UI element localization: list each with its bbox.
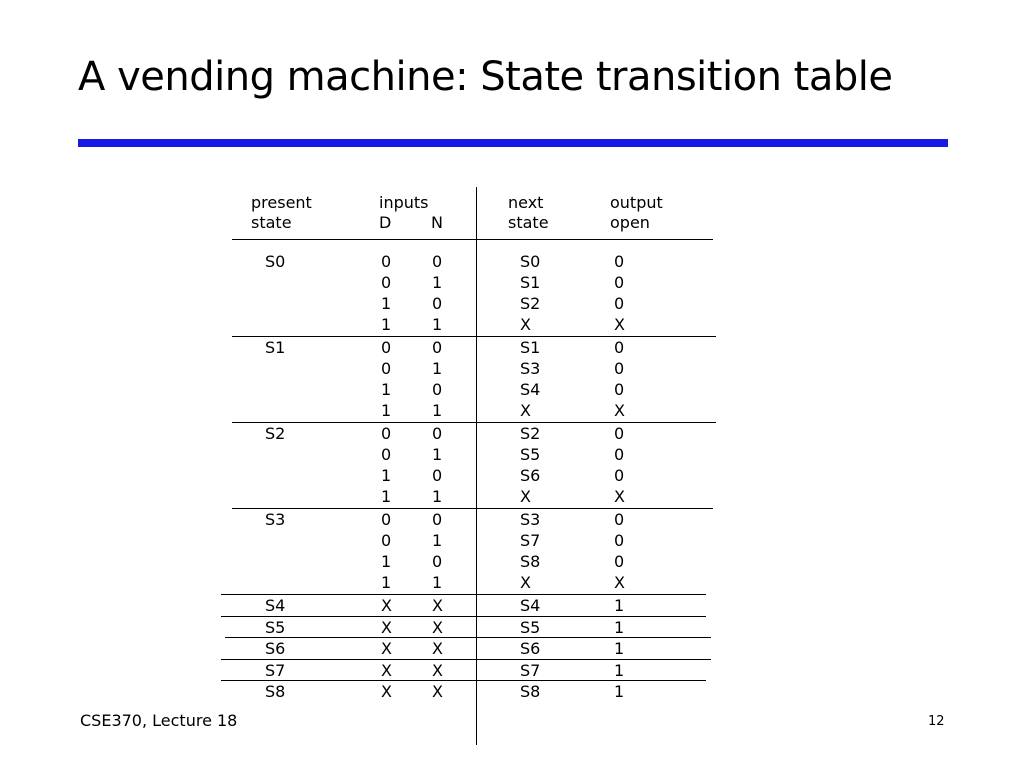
- output-open-cell: 1: [614, 660, 625, 680]
- next-state-cell: S7: [520, 660, 541, 680]
- present-state-cell: S2: [265, 424, 286, 443]
- input-d-cell: X: [381, 682, 392, 701]
- next-state-cell: S6: [520, 639, 541, 658]
- present-state-cell: S6: [265, 639, 286, 658]
- input-d-cell: X: [381, 596, 392, 615]
- input-n-cell: 1: [432, 531, 443, 550]
- output-open-cell: 0: [614, 552, 625, 571]
- page-number: 12: [928, 714, 945, 729]
- input-d-cell: 0: [381, 445, 392, 464]
- next-state-cell: S1: [520, 338, 541, 357]
- row-divider: [221, 616, 706, 617]
- header-open: open: [610, 213, 650, 232]
- output-open-cell: X: [614, 487, 625, 506]
- input-d-cell: 1: [381, 315, 392, 334]
- header-n: N: [431, 213, 443, 232]
- present-state-cell: S5: [265, 617, 286, 637]
- input-d-cell: 0: [381, 252, 392, 271]
- input-n-cell: 0: [432, 552, 443, 571]
- output-open-cell: 1: [614, 682, 625, 701]
- input-n-cell: 1: [432, 573, 443, 592]
- output-open-cell: 0: [614, 359, 625, 378]
- next-state-cell: S0: [520, 252, 541, 271]
- input-d-cell: 1: [381, 380, 392, 399]
- output-open-cell: 0: [614, 380, 625, 399]
- input-n-cell: X: [432, 660, 443, 680]
- row-divider: [232, 508, 713, 509]
- input-n-cell: 1: [432, 487, 443, 506]
- input-n-cell: 0: [432, 294, 443, 313]
- row-divider: [221, 659, 711, 660]
- output-open-cell: 0: [614, 273, 625, 292]
- row-divider: [221, 680, 706, 681]
- header-next: next: [508, 193, 544, 212]
- present-state-cell: S1: [265, 338, 286, 357]
- title-rule: [78, 139, 948, 147]
- input-n-cell: 0: [432, 510, 443, 529]
- input-n-cell: X: [432, 639, 443, 658]
- input-n-cell: X: [432, 596, 443, 615]
- header-next-state: state: [508, 213, 549, 232]
- column-divider: [476, 187, 477, 745]
- input-n-cell: 1: [432, 273, 443, 292]
- input-d-cell: 1: [381, 466, 392, 485]
- header-d: D: [379, 213, 392, 232]
- input-n-cell: 0: [432, 380, 443, 399]
- next-state-cell: S4: [520, 596, 541, 615]
- input-n-cell: 0: [432, 252, 443, 271]
- output-open-cell: 0: [614, 445, 625, 464]
- output-open-cell: 0: [614, 466, 625, 485]
- input-n-cell: X: [432, 617, 443, 637]
- output-open-cell: 0: [614, 424, 625, 443]
- input-d-cell: X: [381, 639, 392, 658]
- next-state-cell: S2: [520, 424, 541, 443]
- input-d-cell: 0: [381, 273, 392, 292]
- output-open-cell: X: [614, 401, 625, 420]
- output-open-cell: 0: [614, 510, 625, 529]
- input-d-cell: 0: [381, 359, 392, 378]
- next-state-cell: S3: [520, 510, 541, 529]
- row-divider: [232, 239, 713, 240]
- output-open-cell: 1: [614, 596, 625, 615]
- header-present: present: [251, 193, 312, 212]
- input-d-cell: 1: [381, 573, 392, 592]
- output-open-cell: 1: [614, 617, 625, 637]
- next-state-cell: X: [520, 315, 531, 334]
- input-n-cell: 1: [432, 315, 443, 334]
- next-state-cell: S7: [520, 531, 541, 550]
- input-d-cell: 1: [381, 552, 392, 571]
- next-state-cell: S3: [520, 359, 541, 378]
- header-state: state: [251, 213, 292, 232]
- present-state-cell: S0: [265, 252, 286, 271]
- output-open-cell: 1: [614, 639, 625, 658]
- input-n-cell: 1: [432, 401, 443, 420]
- next-state-cell: S5: [520, 445, 541, 464]
- output-open-cell: 0: [614, 252, 625, 271]
- next-state-cell: S2: [520, 294, 541, 313]
- present-state-cell: S8: [265, 682, 286, 701]
- row-divider: [232, 422, 716, 423]
- next-state-cell: X: [520, 401, 531, 420]
- footer-course-label: CSE370, Lecture 18: [80, 711, 238, 730]
- input-d-cell: 0: [381, 338, 392, 357]
- input-n-cell: 0: [432, 424, 443, 443]
- output-open-cell: X: [614, 315, 625, 334]
- slide-title: A vending machine: State transition table: [78, 54, 893, 100]
- row-divider: [225, 637, 711, 638]
- input-n-cell: 1: [432, 359, 443, 378]
- present-state-cell: S3: [265, 510, 286, 529]
- next-state-cell: S4: [520, 380, 541, 399]
- next-state-cell: S5: [520, 617, 541, 637]
- header-output: output: [610, 193, 663, 212]
- next-state-cell: S6: [520, 466, 541, 485]
- input-n-cell: 0: [432, 338, 443, 357]
- input-n-cell: X: [432, 682, 443, 701]
- next-state-cell: S8: [520, 552, 541, 571]
- output-open-cell: 0: [614, 531, 625, 550]
- input-d-cell: 1: [381, 294, 392, 313]
- output-open-cell: X: [614, 573, 625, 592]
- header-inputs: inputs: [379, 193, 429, 212]
- output-open-cell: 0: [614, 294, 625, 313]
- input-d-cell: 1: [381, 487, 392, 506]
- next-state-cell: S1: [520, 273, 541, 292]
- output-open-cell: 0: [614, 338, 625, 357]
- next-state-cell: X: [520, 487, 531, 506]
- row-divider: [232, 336, 716, 337]
- input-d-cell: 0: [381, 424, 392, 443]
- input-d-cell: 0: [381, 531, 392, 550]
- present-state-cell: S4: [265, 596, 286, 615]
- input-d-cell: 1: [381, 401, 392, 420]
- input-n-cell: 1: [432, 445, 443, 464]
- input-d-cell: X: [381, 617, 392, 637]
- input-n-cell: 0: [432, 466, 443, 485]
- input-d-cell: X: [381, 660, 392, 680]
- next-state-cell: X: [520, 573, 531, 592]
- row-divider: [221, 594, 706, 595]
- input-d-cell: 0: [381, 510, 392, 529]
- present-state-cell: S7: [265, 660, 286, 680]
- next-state-cell: S8: [520, 682, 541, 701]
